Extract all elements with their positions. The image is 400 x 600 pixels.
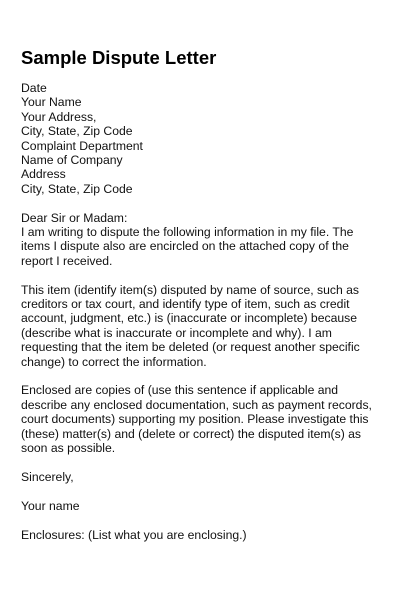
enclosures-line: Enclosures: (List what you are enclosing.) [21, 527, 247, 542]
closing: Sincerely, [21, 469, 74, 484]
dispute-letter [21, 46, 383, 542]
disputed-item-paragraph: This item (identify item(s) disputed by name of source, such as creditors or tax court, and identify type of item, such as credit account, judgment, etc.) is (inaccurate or incomplete) because (describe what is inaccurate or incomplete and why). I am requesting that the item be deleted (or request another specific change) to correct the information. [21, 282, 360, 369]
signature-name: Your name [21, 498, 80, 513]
enclosed-copies-paragraph: Enclosed are copies of (use this sentence if applicable and describe any enclosed documentation, such as payment records, court documents) supporting my position. Please investigate this (these) matter(s) and (delete or correct) the disputed item(s) as soon as possible. [21, 383, 372, 456]
salutation-paragraph: Dear Sir or Madam: I am writing to dispute the following information in my file. The items I dispute also are encircled on the attached copy of the report I received. [21, 210, 354, 268]
document-title: Sample Dispute Letter [21, 47, 217, 68]
address-block: Date Your Name Your Address, City, State, Zip Code Complaint Department Name of Company Address City, State, Zip Code [21, 81, 143, 196]
